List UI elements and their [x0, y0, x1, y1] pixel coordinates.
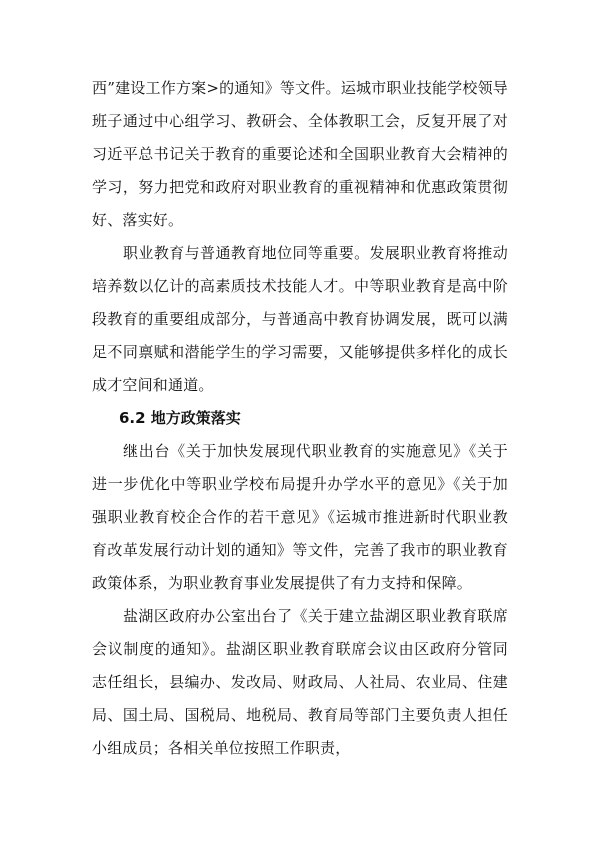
section-heading: 6.2 地方政策落实: [119, 409, 241, 427]
paragraph-2: 职业教育与普通教育地位同等重要。发展职业教育将推动培养数以亿计的高素质技术技能人才。中等职业教育是高中阶段教育的重要组成部分，与普通高中教育协调发展，既可以满足不同禀赋和潜能学生的学习需要，又能够提供多样化的成长成才空间和通道。: [92, 244, 508, 394]
paragraph-1: 西”建设工作方案>的通知》等文件。运城市职业技能学校领导班子通过中心组学习、教研会、全体教职工会，反复开展了对习近平总书记关于教育的重要论述和全国职业教育大会精神的学习，努力把党和政府对职业教育的重视精神和优惠政策贯彻好、落实好。: [92, 79, 508, 229]
paragraph-4: 盐湖区政府办公室出台了《关于建立盐湖区职业教育联席会议制度的通知》。盐湖区职业教育联席会议由区政府分管同志任组长，县编办、发改局、财政局、人社局、农业局、住建局、国土局、国税局、地税局、教育局等部门主要负责人担任小组成员；各相关单位按照工作职责，: [92, 607, 508, 757]
document-page: [92, 72, 508, 765]
paragraph-3: 继出台《关于加快发展现代职业教育的实施意见》《关于进一步优化中等职业学校布局提升办学水平的意见》《关于加强职业教育校企合作的若干意见》《运城市推进新时代职业教育改革发展行动计划的通知》等文件，完善了我市的职业教育政策体系，为职业教育事业发展提供了有力支持和保障。: [92, 442, 508, 592]
